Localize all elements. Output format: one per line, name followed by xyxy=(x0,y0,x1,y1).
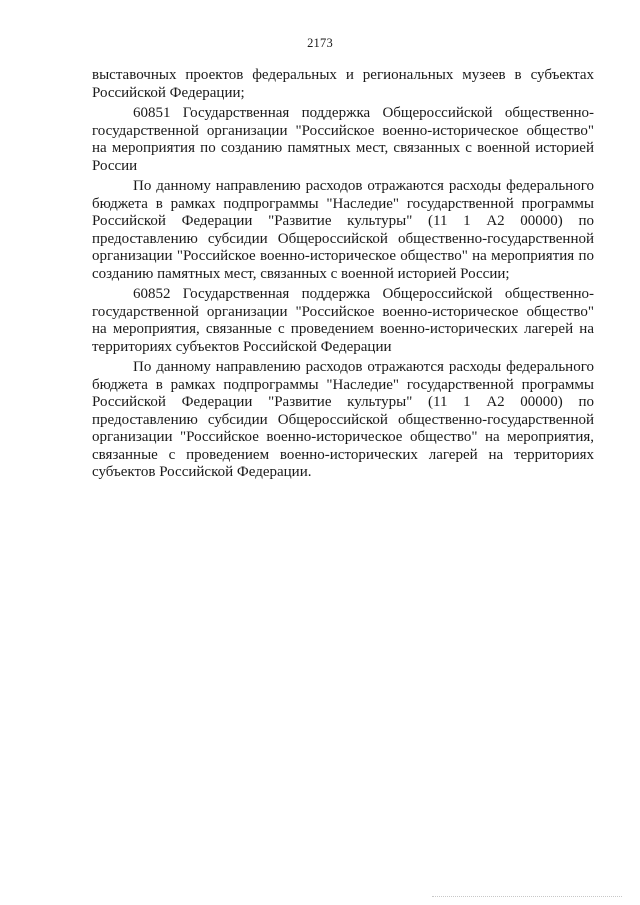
document-body xyxy=(92,67,594,485)
paragraph-60852-description: По данному направлению расходов отражаются расходы федерального бюджета в рамках подпрограммы "Наследие" государственной программы Российской Федерации "Развитие культуры" (11 1 А2 00000) по предоставлению субсидии Общероссийской общественно-государственной организации "Российское военно-историческое общество" на мероприятия, связанные с проведением военно-исторических лагерей на территориях субъектов Российской Федерации. xyxy=(92,359,594,480)
paragraph-60852-heading: 60852 Государственная поддержка Общероссийской общественно-государственной организации "Российское военно-историческое общество" на мероприятия, связанные с проведением военно-исторических лагерей на территориях субъектов Российской Федерации xyxy=(92,286,594,355)
scan-edge-mark xyxy=(432,896,622,901)
paragraph-60851-heading: 60851 Государственная поддержка Общероссийской общественно-государственной организации "Российское военно-историческое общество" на мероприятия по созданию памятных мест, связанных с военной историей России xyxy=(92,105,594,174)
page-number: 2173 xyxy=(307,36,333,50)
paragraph-museum-exhibitions: выставочных проектов федеральных и региональных музеев в субъектах Российской Федерации; xyxy=(92,67,594,101)
paragraph-60851-description: По данному направлению расходов отражаются расходы федерального бюджета в рамках подпрограммы "Наследие" государственной программы Российской Федерации "Развитие культуры" (11 1 А2 00000) по предоставлению субсидии Общероссийской общественно-государственной организации "Российское военно-историческое общество" на мероприятия по созданию памятных мест, связанных с военной историей России; xyxy=(92,178,594,282)
